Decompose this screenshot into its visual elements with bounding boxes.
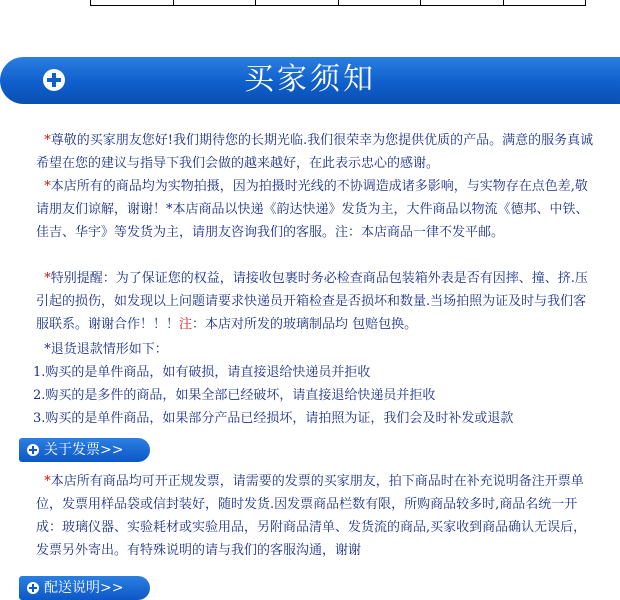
plus-icon [27,444,39,456]
delivery-label: 配送说明>> [44,580,124,596]
refund-item: 3.购买的是单件商品，如果部分产品已经损坏，请拍照为证，我们会及时补发或退款 [33,411,514,426]
reminder-text: 特别提醒：为了保证您的权益，请接收包裹时务必检查商品包装箱外表是否有因摔、撞、挤.压引起的损伤，如发现以上问题请要求快递员开箱检查是否损坏和数量.当场拍照为证及时与我们客服联系。谢谢合作！！！ [36,271,588,332]
intro-text: 尊敬的买家朋友您好!我们期待您的长期光临.我们很荣幸为您提供优质的产品。满意的服务真诚希望在您的建议与指导下我们会做的越来越好，在此表示忠心的感谢。 [36,133,594,171]
top-table-edge [90,0,586,6]
reminder-paragraph: *特别提醒：为了保证您的权益，请接收包裹时务必检查商品包装箱外表是否有因摔、撞、挤.压引起的损伤，如发现以上问题请要求快递员开箱检查是否损坏和数量.当场拍照为证及时与我们客服联系。谢谢合作！！！注：本店对所发的玻璃制品均 包赔包换。 [36,271,588,332]
plus-icon [27,582,39,594]
photo-notice-paragraph: *本店所有的商品均为实物拍摄，因为拍摄时光线的不协调造成诸多影响，与实物存在点色差,敬请朋友们谅解，谢谢！*本店商品以快递《韵达快递》发货为主，大件商品以物流《德邦、中铁、佳吉、华宇》等发货为主，请朋友咨询我们的客服。注：本店商品一律不发平邮。 [36,179,589,240]
refund-title: *退货退款情形如下： [44,342,168,357]
refund-item: 1.购买的是单件商品，如有破损，请直接退给快递员并拒收 [33,365,371,380]
refund-item: 2.购买的是多件的商品，如果全部已经破坏，请直接退给快递员并拒收 [33,388,436,403]
table-cell [174,0,257,5]
refund-section [33,338,596,430]
table-cell [90,0,174,5]
buyer-notice-banner [0,57,620,104]
invoice-text: 本店所有商品均可开正规发票，请需要的发票的买家朋友，拍下商品时在补充说明备注开票单位，发票用样品袋或信封装好，随时发货.因发票商品栏数有限，所购商品较多时,商品名统一开成：玻璃仪器、实验耗材或实验用品，另附商品清单、发货流的商品,买家收到商品确认无误后，发票另外寄出。有特殊说明的请与我们的客服沟通，谢谢 [36,474,587,558]
invoice-section-button[interactable] [19,438,150,462]
table-cell [256,0,339,5]
note-label: 注 [179,317,193,332]
table-cell [421,0,504,5]
table-cell [339,0,422,5]
invoice-paragraph: *本店所有商品均可开正规发票，请需要的发票的买家朋友，拍下商品时在补充说明备注开票单位，发票用样品袋或信封装好，随时发货.因发票商品栏数有限，所购商品较多时,商品名统一开成：玻璃仪器、实验耗材或实验用品，另附商品清单、发货流的商品,买家收到商品确认无误后，发票另外寄出。有特殊说明的请与我们的客服沟通，谢谢 [36,474,587,558]
intro-paragraph: *尊敬的买家朋友您好!我们期待您的长期光临.我们很荣幸为您提供优质的产品。满意的服务真诚希望在您的建议与指导下我们会做的越来越好，在此表示忠心的感谢。 [36,133,594,171]
note-text: ：本店对所发的玻璃制品均 包赔包换。 [192,317,418,332]
delivery-section-button[interactable] [19,576,150,600]
photo-notice-text: 本店所有的商品均为实物拍摄，因为拍摄时光线的不协调造成诸多影响，与实物存在点色差,敬请朋友们谅解，谢谢！*本店商品以快递《韵达快递》发货为主，大件商品以物流《德邦、中铁、佳吉、华宇》等发货为主，请朋友咨询我们的客服。注：本店商品一律不发平邮。 [36,179,589,240]
table-cell [504,0,587,5]
invoice-label: 关于发票>> [44,442,124,458]
banner-title: 买家须知 [244,62,376,97]
